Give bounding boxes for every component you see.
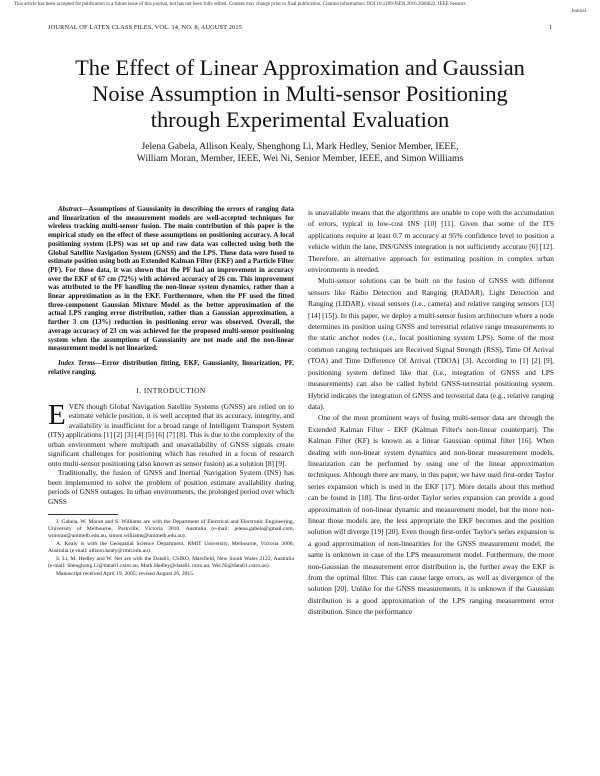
preprint-notice-line2: Journal [571,8,586,14]
title-line1: The Effect of Linear Approximation and Gaussian [75,55,525,80]
abstract-lead: Abstract [58,206,82,213]
running-head [48,24,552,31]
footnote-manuscript-dates: Manuscript received April 19, 2005; revised August 26, 2015. [56,571,195,578]
page-number: 1 [548,24,552,31]
index-terms-lead: Index Terms [58,359,96,367]
index-terms-text: —Error distribution fitting, EKF, Gaussianity, linearization, PF, relative ranging. [48,359,294,376]
footnote-affiliation-1: J. Gabela, W. Moran and S. Williams are with the Department of Electrical and Electronic Engineering, University of Melbourne, Parkville, Victoria 3010, Australia (e-mail: jelena.gabela@gmail.com, wmoran@unimelb.edu.au, simon.williams@unimelb.edu.au). [48,519,294,540]
paper-title [30,55,570,133]
abstract [48,206,294,354]
right-paragraph-3: One of the most prominent ways of fusing multi-sensor data are through the Extended Kalman Filter - EKF (Kalman Filter's non-linear counterpart). The Kalman Filter (KF) is known as a linear Gaussian optimal filter [16]. When dealing with non-linear system dynamics and non-linear measurement models, linearization can be performed by using one of the linear approximation techniques. Although there are many, in this paper, we have used first-order Taylor series expansion which is used in the EKF [17]. More details about this method can be found in [18]. The first-order Taylor series expansion can provide a good approximation of non-linear dynamic and measurement model, but the more non-linear those models are, the less appropriate the EKF becomes and the position solution will diverge [19] [20]. Even though first-order Taylor's series expansion is a good approximation of non-linearities for the GNSS measurement model, the same is unknown in case of the LPS measurement model. Furthermore, the more non-Gaussian the measurement error distribution is, the further away the EKF is from the optimal filter. This can cause large errors, as well as divergence of the solution [20]. Unlike for the GNSS measurements, it is unknown if the Gaussian distribution is a good approximation of the LPS ranging measurement error distribution. Since the performance [308,413,554,617]
dropcap-letter: E [48,398,66,431]
title-line3: through Experimental Evaluation [150,107,450,132]
footnote-affiliation-3: S. Li, M. Hedley and W. Nei are with the Data61, CSIRO, Marsfield, New South Wales 2122, Australia (e-mail: Shenghong.Li@data61.csiro.au, Mark.Hedley@data61.csiro.au, Wei.Ni@data61.csiro.au). [48,556,294,570]
intro-paragraph-2: Traditionally, the fusion of GNSS and Inertial Navigation System (INS) has been implemented to solve the problem of position estimate availability during periods of GNSS outages. In urban environments, the prolonged period over which GNSS [48,468,294,506]
index-terms [48,360,294,377]
abstract-text: —Assumptions of Gaussianity in describing the errors of ranging data and linearization of the measurement models are well-accepted techniques for wireless tracking multi-sensor fusion. The main contribution of this paper is the empirical study on the effect of these assumptions on positioning accuracy. A local positioning system (LPS) was set up and raw data was collected using both the Global Satellite Navigation System (GNSS) and the LPS. These data were fused to estimate position using both an Extended Kalman Filter (EKF) and a Particle Filter (PF). For these data, it was shown that the PF had an improvement in accuracy over the EKF of 67 cm (72%) with achieved accuracy of 26 cm. This improvement was attributed to the PF handling the non-linear system dynamics, rather than a linear approximation as in the EKF. Furthermore, when the PF used the fitted three-component Gaussian Mixture Model as the better approximation of the actual LPS ranging error distribution, rather than a Gaussian approximation, a further 3 cm (13%) reduction in positioning error was observed. Overall, the average accuracy of 23 cm was achieved for the proposed multi-sensor positioning system when the assumptions of Gaussianity are not made and the non-linear measurement model is not linearized. [48,206,294,353]
section-heading-introduction: I. INTRODUCTION [136,386,206,396]
footnote-divider [48,514,118,515]
authors-line2: William Moran, Member, IEEE, Wei Ni, Senior Member, IEEE, and Simon Williams [136,153,464,164]
preprint-notice-line1: This article has been accepted for publication in a future issue of this journal, but has not been fully edited. Content may change prior to final publication. Citation information: DOI 10.1109/JSEN.2016.2606822, IEEE Sensors [14,2,466,7]
preprint-notice [14,2,586,15]
intro-p1-text: VEN though Global Navigation Satellite Systems (GNSS) are relied on to estimate vehicle position, it is well accepted that its accuracy, integrity, and availability is insufficient for a broad range of Intelligent Transport System (ITS) applications [1] [2] [3] [4] [5] [6] [7] [8]. This is due to the complexity of the urban environment where multipath and unavailability of GNSS signals create significant challenges for positioning which has resulted in a focus of research onto multi-sensor positioning (also known as sensor fusion) as a solution [8] [9]. [48,401,294,468]
right-paragraph-1: is unavailable means that the algorithms are unable to cope with the accumulation of errors, typical in low-cost INS [10] [11]. Given that some of the ITS applications require at least 0.7 m accuracy at 95% confidence level to position a vehicle within the lane, INS/GNSS integration is not sufficiently accurate [6] [12]. Therefore, an alternative approach for estimating position in complex urban environments is needed. [308,208,554,275]
title-line2: Noise Assumption in Multi-sensor Positioning [92,81,508,106]
authors-line1: Jelena Gabela, Allison Kealy, Shenghong Li, Mark Hedley, Senior Member, IEEE, [141,141,459,152]
author-list [30,141,570,165]
left-column [48,206,294,579]
intro-paragraph-1 [48,398,294,469]
running-head-text: JOURNAL OF LATEX CLASS FILES, VOL. 14, NO. 8, AUGUST 2015 [48,24,242,31]
right-column [308,207,554,618]
footnote-affiliation-2: A. Kealy is with the Geospatial Science Department, RMIT University, Melbourne, Victoria 3000, Australia (e-mail: allison.kealy@rmit.edu.au). [48,541,294,555]
right-paragraph-2: Multi-sensor solutions can be built on the fusion of GNSS with different sensors like Radio Detection and Ranging (RADAR), Light Detection and Ranging (LIDAR), visual sensors (i.e., camera) and relative ranging sensors [13] [14] [15]). In this paper, we deploy a multi-sensor fusion architecture where a node determines its position using GNSS and terrestrial relative range measurements to the static anchor nodes (i.e., local positioning system LPS). Some of the most common ranging techniques are Received Signal Strength (RSS), Time Of Arrival (TOA) and Time Difference Of Arrival (TDOA) [3]. According to [1] [2] [9], positioning system defined like that (i.e., integration of GNSS and LPS measurements) can also be called hybrid GNSS-terrestrial positioning system. Hybrid indicates the integration of GNSS and terrestrial data (e.g., relative ranging data). [308,276,554,411]
